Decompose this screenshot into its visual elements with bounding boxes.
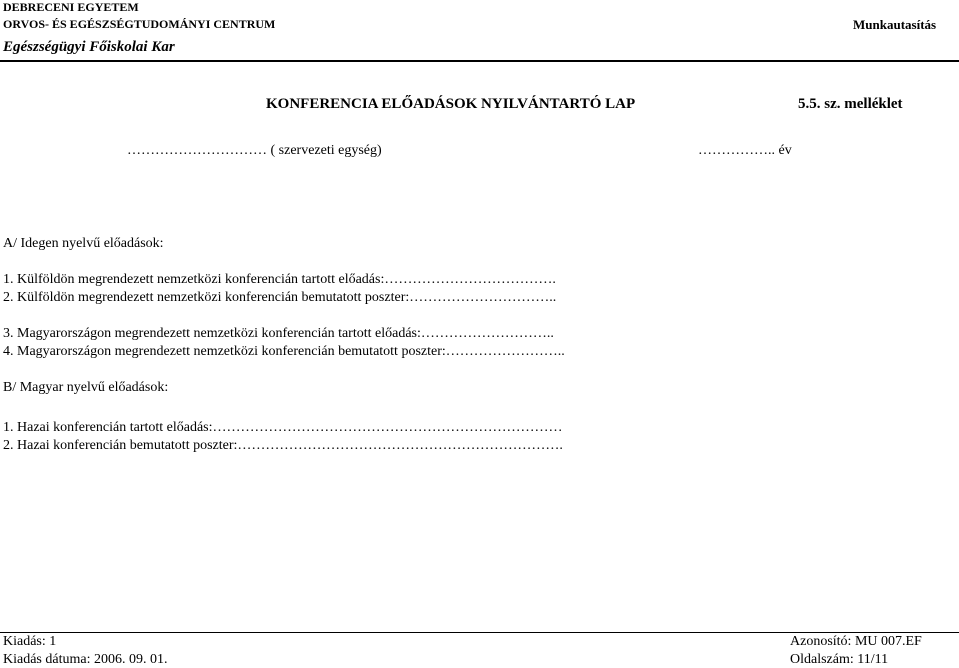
page-title: KONFERENCIA ELŐADÁSOK NYILVÁNTARTÓ LAP [266, 96, 636, 112]
university-name: DEBRECENI EGYETEM [3, 0, 139, 14]
section-a-heading: A/ Idegen nyelvű előadások: [3, 236, 164, 251]
document-identifier: Azonosító: MU 007.EF [790, 634, 922, 649]
document-type: Munkautasítás [853, 17, 937, 32]
header-divider [0, 60, 959, 62]
section-b-heading: B/ Magyar nyelvű előadások: [3, 380, 169, 395]
section-b-item-2: 2. Hazai konferencián bemutatott poszter:……………………………………………………………. [3, 438, 563, 453]
section-b-item-1: 1. Hazai konferencián tartott előadás:………………………………………………………………… [3, 420, 563, 435]
footer-divider [0, 632, 959, 633]
section-a-item-2: 2. Külföldön megrendezett nemzetközi konferencián bemutatott poszter:………………………….. [3, 290, 557, 305]
section-a-item-3: 3. Magyarországon megrendezett nemzetközi konferencián tartott előadás:……………………….. [3, 326, 554, 341]
year-line: …………….. év [698, 143, 792, 158]
issue-number: Kiadás: 1 [3, 634, 57, 649]
organizational-unit-line: ………………………… ( szervezeti egység) [127, 143, 382, 158]
section-a-item-1: 1. Külföldön megrendezett nemzetközi konferencián tartott előadás:………………………………. [3, 272, 556, 287]
section-a-item-4: 4. Magyarországon megrendezett nemzetközi konferencián bemutatott poszter:…………………….. [3, 344, 565, 359]
center-name: ORVOS- ÉS EGÉSZSÉGTUDOMÁNYI CENTRUM [3, 17, 276, 31]
annex-number: 5.5. sz. melléklet [798, 96, 903, 112]
issue-date: Kiadás dátuma: 2006. 09. 01. [3, 652, 168, 667]
faculty-name: Egészségügyi Főiskolai Kar [3, 39, 175, 55]
page-number: Oldalszám: 11/11 [790, 652, 889, 667]
